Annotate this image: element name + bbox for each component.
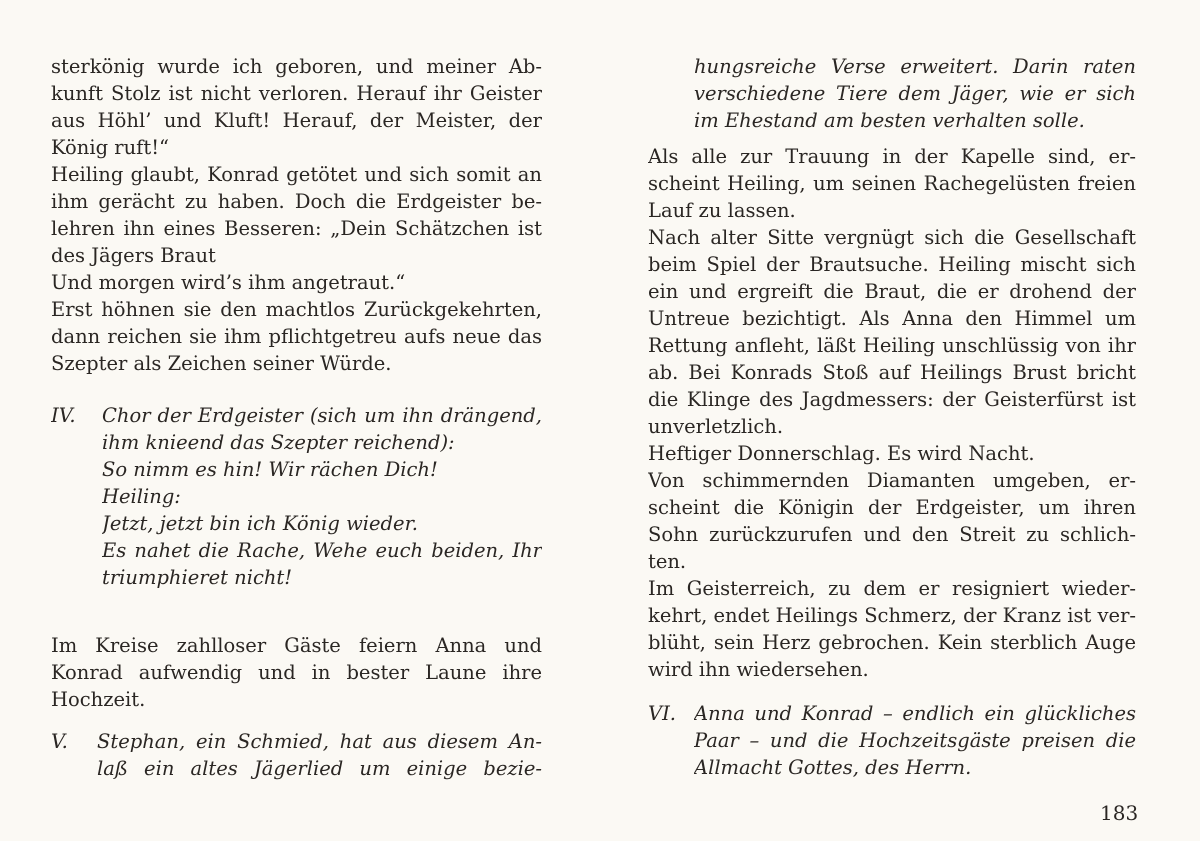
text-line: kehrt, endet Heilings Schmerz, der Kranz ist ver- [648, 604, 1136, 627]
text-line: sterkönig wurde ich geboren, und meiner Ab- [51, 55, 542, 78]
text-line: aus Höhl’ und Kluft! Herauf, der Meister, der [51, 109, 542, 132]
verse-line: So nimm es hin! Wir rächen Dich! [102, 458, 438, 481]
text-line: wird ihn wiedersehen. [648, 658, 869, 681]
verse-line: triumphieret nicht! [102, 566, 293, 589]
text-line: Von schimmernden Diamanten umgeben, er- [648, 469, 1136, 492]
section-number: V. [51, 730, 68, 753]
text-line: ihm gerächt zu haben. Doch die Erdgeister be- [51, 190, 542, 213]
text-line: lehren ihn eines Besseren: „Dein Schätzchen ist [51, 217, 542, 240]
verse-line: im Ehestand am besten verhalten solle. [694, 109, 1085, 132]
text-line: Sohn zurückzurufen und den Streit zu schlich- [648, 523, 1136, 546]
page-number: 183 [1100, 801, 1139, 825]
text-line: dann reichen sie ihm pflichtgetreu aufs neue das [51, 325, 542, 348]
text-line: scheint Heiling, um seinen Rachegelüsten freien [648, 172, 1136, 195]
text-line: Nach alter Sitte vergnügt sich die Gesellschaft [648, 226, 1136, 249]
text-line: des Jägers Braut [51, 244, 216, 267]
verse-line: Chor der Erdgeister (sich um ihn drängend, [102, 404, 542, 427]
verse-line: Allmacht Gottes, des Herrn. [694, 756, 972, 779]
text-line: scheint die Königin der Erdgeister, um ihren [648, 496, 1136, 519]
text-line: ten. [648, 550, 687, 573]
text-line: Konrad aufwendig und in bester Laune ihre [51, 661, 542, 684]
verse-line: Jetzt, jetzt bin ich König wieder. [102, 512, 418, 535]
verse-line: Heiling: [102, 485, 181, 508]
text-line: Untreue bezichtigt. Als Anna den Himmel um [648, 307, 1136, 330]
text-line: Erst höhnen sie den machtlos Zurückgekehrten, [51, 298, 542, 321]
verse-line: hungsreiche Verse erweitert. Darin raten [694, 55, 1136, 78]
text-line: kunft Stolz ist nicht verloren. Herauf ihr Geister [51, 82, 542, 105]
verse-line: laß ein altes Jägerlied um einige bezie- [97, 757, 542, 780]
text-line: die Klinge des Jagdmessers: der Geisterfürst ist [648, 388, 1136, 411]
text-line: ein und ergreift die Braut, die er drohend der [648, 280, 1136, 303]
text-line: Hochzeit. [51, 688, 146, 711]
text-line: unverletzlich. [648, 415, 784, 438]
verse-line: ihm knieend das Szepter reichend): [102, 431, 455, 454]
text-line: ab. Bei Konrads Stoß auf Heilings Brust bricht [648, 361, 1136, 384]
text-line: Rettung anfleht, läßt Heiling unschlüssig von ihr [648, 334, 1136, 357]
section-number: VI. [648, 702, 676, 725]
text-line: König ruft!“ [51, 136, 169, 159]
text-line: blüht, sein Herz gebrochen. Kein sterblich Auge [648, 631, 1136, 654]
verse-line: Stephan, ein Schmied, hat aus diesem An- [97, 730, 542, 753]
verse-line: Paar – und die Hochzeitsgäste preisen die [694, 729, 1136, 752]
verse-line: Es nahet die Rache, Wehe euch beiden, Ihr [102, 539, 542, 562]
text-line: Im Geisterreich, zu dem er resigniert wieder- [648, 577, 1136, 600]
text-line: Und morgen wird’s ihm angetraut.“ [51, 271, 406, 294]
text-line: Lauf zu lassen. [648, 199, 796, 222]
text-line: Als alle zur Trauung in der Kapelle sind, er- [648, 145, 1136, 168]
text-line: Im Kreise zahlloser Gäste feiern Anna und [51, 634, 542, 657]
text-line: Heftiger Donnerschlag. Es wird Nacht. [648, 442, 1035, 465]
verse-line: Anna und Konrad – endlich ein glückliches [694, 702, 1136, 725]
section-number: IV. [51, 404, 76, 427]
text-line: Szepter als Zeichen seiner Würde. [51, 352, 392, 375]
verse-line: verschiedene Tiere dem Jäger, wie er sich [694, 82, 1136, 105]
text-line: beim Spiel der Brautsuche. Heiling mischt sich [648, 253, 1136, 276]
text-line: Heiling glaubt, Konrad getötet und sich somit an [51, 163, 542, 186]
